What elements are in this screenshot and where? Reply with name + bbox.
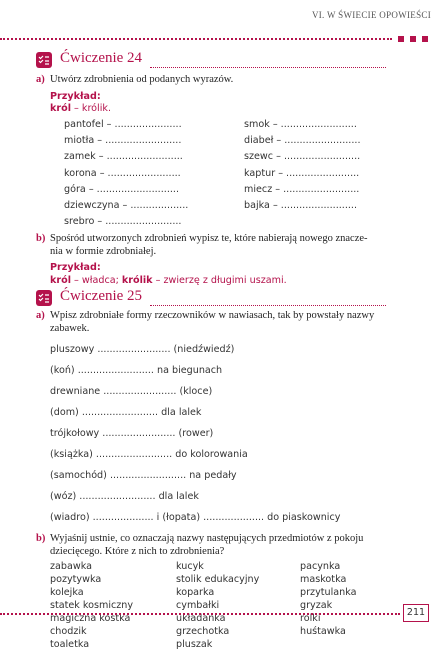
task-letter: a) (36, 310, 45, 321)
example-word: królik (121, 275, 153, 286)
ex24-example2 (50, 275, 287, 286)
ex24-left-column (64, 117, 188, 230)
object-item: huśtawka (300, 626, 346, 637)
task-text-cont: zabawek. (50, 323, 90, 334)
toy-row: drewniane ........................ (kloce) (50, 386, 213, 397)
header-dot-2 (410, 36, 416, 42)
toy-row: trójkołowy ........................ (rower) (50, 428, 214, 439)
word-item: kaptur – ........................ (244, 167, 360, 179)
object-item: gryzak (300, 600, 333, 611)
word-item: szewc – ......................... (244, 151, 361, 163)
word-item: pantofel – ...................... (64, 119, 182, 130)
object-item: rolki (300, 613, 321, 624)
word-item: bajka – ......................... (244, 199, 358, 211)
ex24-right-column (244, 117, 361, 214)
toy-row: (wiadro) .................... i (łopata) .................... do piaskownicy (50, 512, 341, 523)
toy-row: (samochód) ......................... na pedały (50, 470, 237, 481)
exercise-24-title: Ćwiczenie 24 (60, 50, 143, 66)
task-text: Spośród utworzonych zdrobnień wypisz te, które nabierają nowego znacze- (50, 233, 368, 244)
object-item: zabawka (50, 561, 92, 572)
word-item: miecz – ......................... (244, 183, 360, 195)
object-item: koparka (176, 587, 215, 598)
object-item: pacynka (300, 561, 341, 572)
toy-row: (wóz) ......................... dla lalek (50, 491, 199, 502)
toy-row: (książka) ......................... do kolorowania (50, 449, 248, 460)
ex25-task-b (36, 532, 396, 558)
header-divider (0, 38, 392, 40)
object-item: grzechotka (176, 626, 230, 637)
checklist-icon (36, 52, 52, 68)
ex24-task-b (36, 232, 396, 258)
object-item: statek kosmiczny (50, 600, 134, 611)
ex24-example2-label: Przykład: (50, 262, 101, 273)
example-word: król (50, 275, 71, 286)
ex24-task-a (36, 73, 233, 86)
object-item: maskotka (300, 574, 347, 585)
exercise-25-title: Ćwiczenie 25 (60, 288, 143, 304)
object-item: pozytywka (50, 574, 102, 585)
toy-row: (koń) ......................... na biegunach (50, 365, 223, 376)
example-word: król (50, 103, 71, 114)
ex24-example (50, 103, 111, 114)
example-rest: – królik. (71, 103, 111, 114)
object-item: stolik edukacyjny (176, 574, 260, 585)
word-item: srebro – ......................... (64, 216, 182, 228)
object-item: toaletka (50, 639, 90, 650)
task-text: Wyjaśnij ustnie, co oznaczają nazwy następujących przedmiotów z pokoju (50, 533, 364, 544)
header-dot-1 (398, 36, 404, 42)
ex25-task-a (36, 309, 396, 335)
task-letter: a) (36, 74, 45, 85)
objects-column-1 (50, 560, 133, 651)
word-item: miotła – ......................... (64, 135, 182, 147)
word-item: smok – ......................... (244, 119, 357, 130)
task-text-cont: dziecięcego. Które z nich to zdrobnienia? (50, 546, 225, 557)
example-text: – zwierzę z długimi uszami. (152, 275, 287, 286)
exercise-25-underline (150, 305, 386, 306)
footer-divider (0, 613, 400, 615)
example-text: – władca; (71, 275, 122, 286)
checklist-icon (36, 290, 52, 306)
toy-row: pluszowy ........................ (niedźwiedź) (50, 344, 235, 355)
object-item: przytulanka (300, 587, 357, 598)
page-number: 211 (403, 604, 429, 622)
word-item: korona – ........................ (64, 167, 181, 179)
object-item: kucyk (176, 561, 204, 572)
object-item: pluszak (176, 639, 213, 650)
object-item: układanka (176, 613, 226, 624)
object-item: magiczna kostka (50, 613, 131, 624)
toy-row: (dom) ......................... dla lalek (50, 407, 202, 418)
word-item: góra – ........................... (64, 183, 180, 195)
object-item: kolejka (50, 587, 84, 598)
object-item: cymbałki (176, 600, 220, 611)
object-item: chodzik (50, 626, 87, 637)
word-item: zamek – ......................... (64, 151, 183, 163)
objects-column-2 (176, 560, 259, 651)
task-text: Utwórz zdrobnienia od podanych wyrazów. (50, 74, 234, 85)
chapter-title: VI. W ŚWIECIE OPOWIEŚCI (311, 10, 431, 20)
header-dot-3 (422, 36, 428, 42)
word-item: diabeł – ......................... (244, 135, 361, 147)
objects-column-3 (300, 560, 356, 638)
task-letter: b) (36, 533, 46, 544)
task-letter: b) (36, 233, 46, 244)
task-text: Wpisz zdrobniałe formy rzeczowników w nawiasach, tak by powstały nazwy (50, 310, 375, 321)
exercise-24-underline (150, 67, 386, 68)
task-text-cont: nia w formie zdrobniałej. (50, 246, 157, 257)
word-item: dziewczyna – ................... (64, 199, 189, 211)
ex24-example-label: Przykład: (50, 91, 101, 102)
